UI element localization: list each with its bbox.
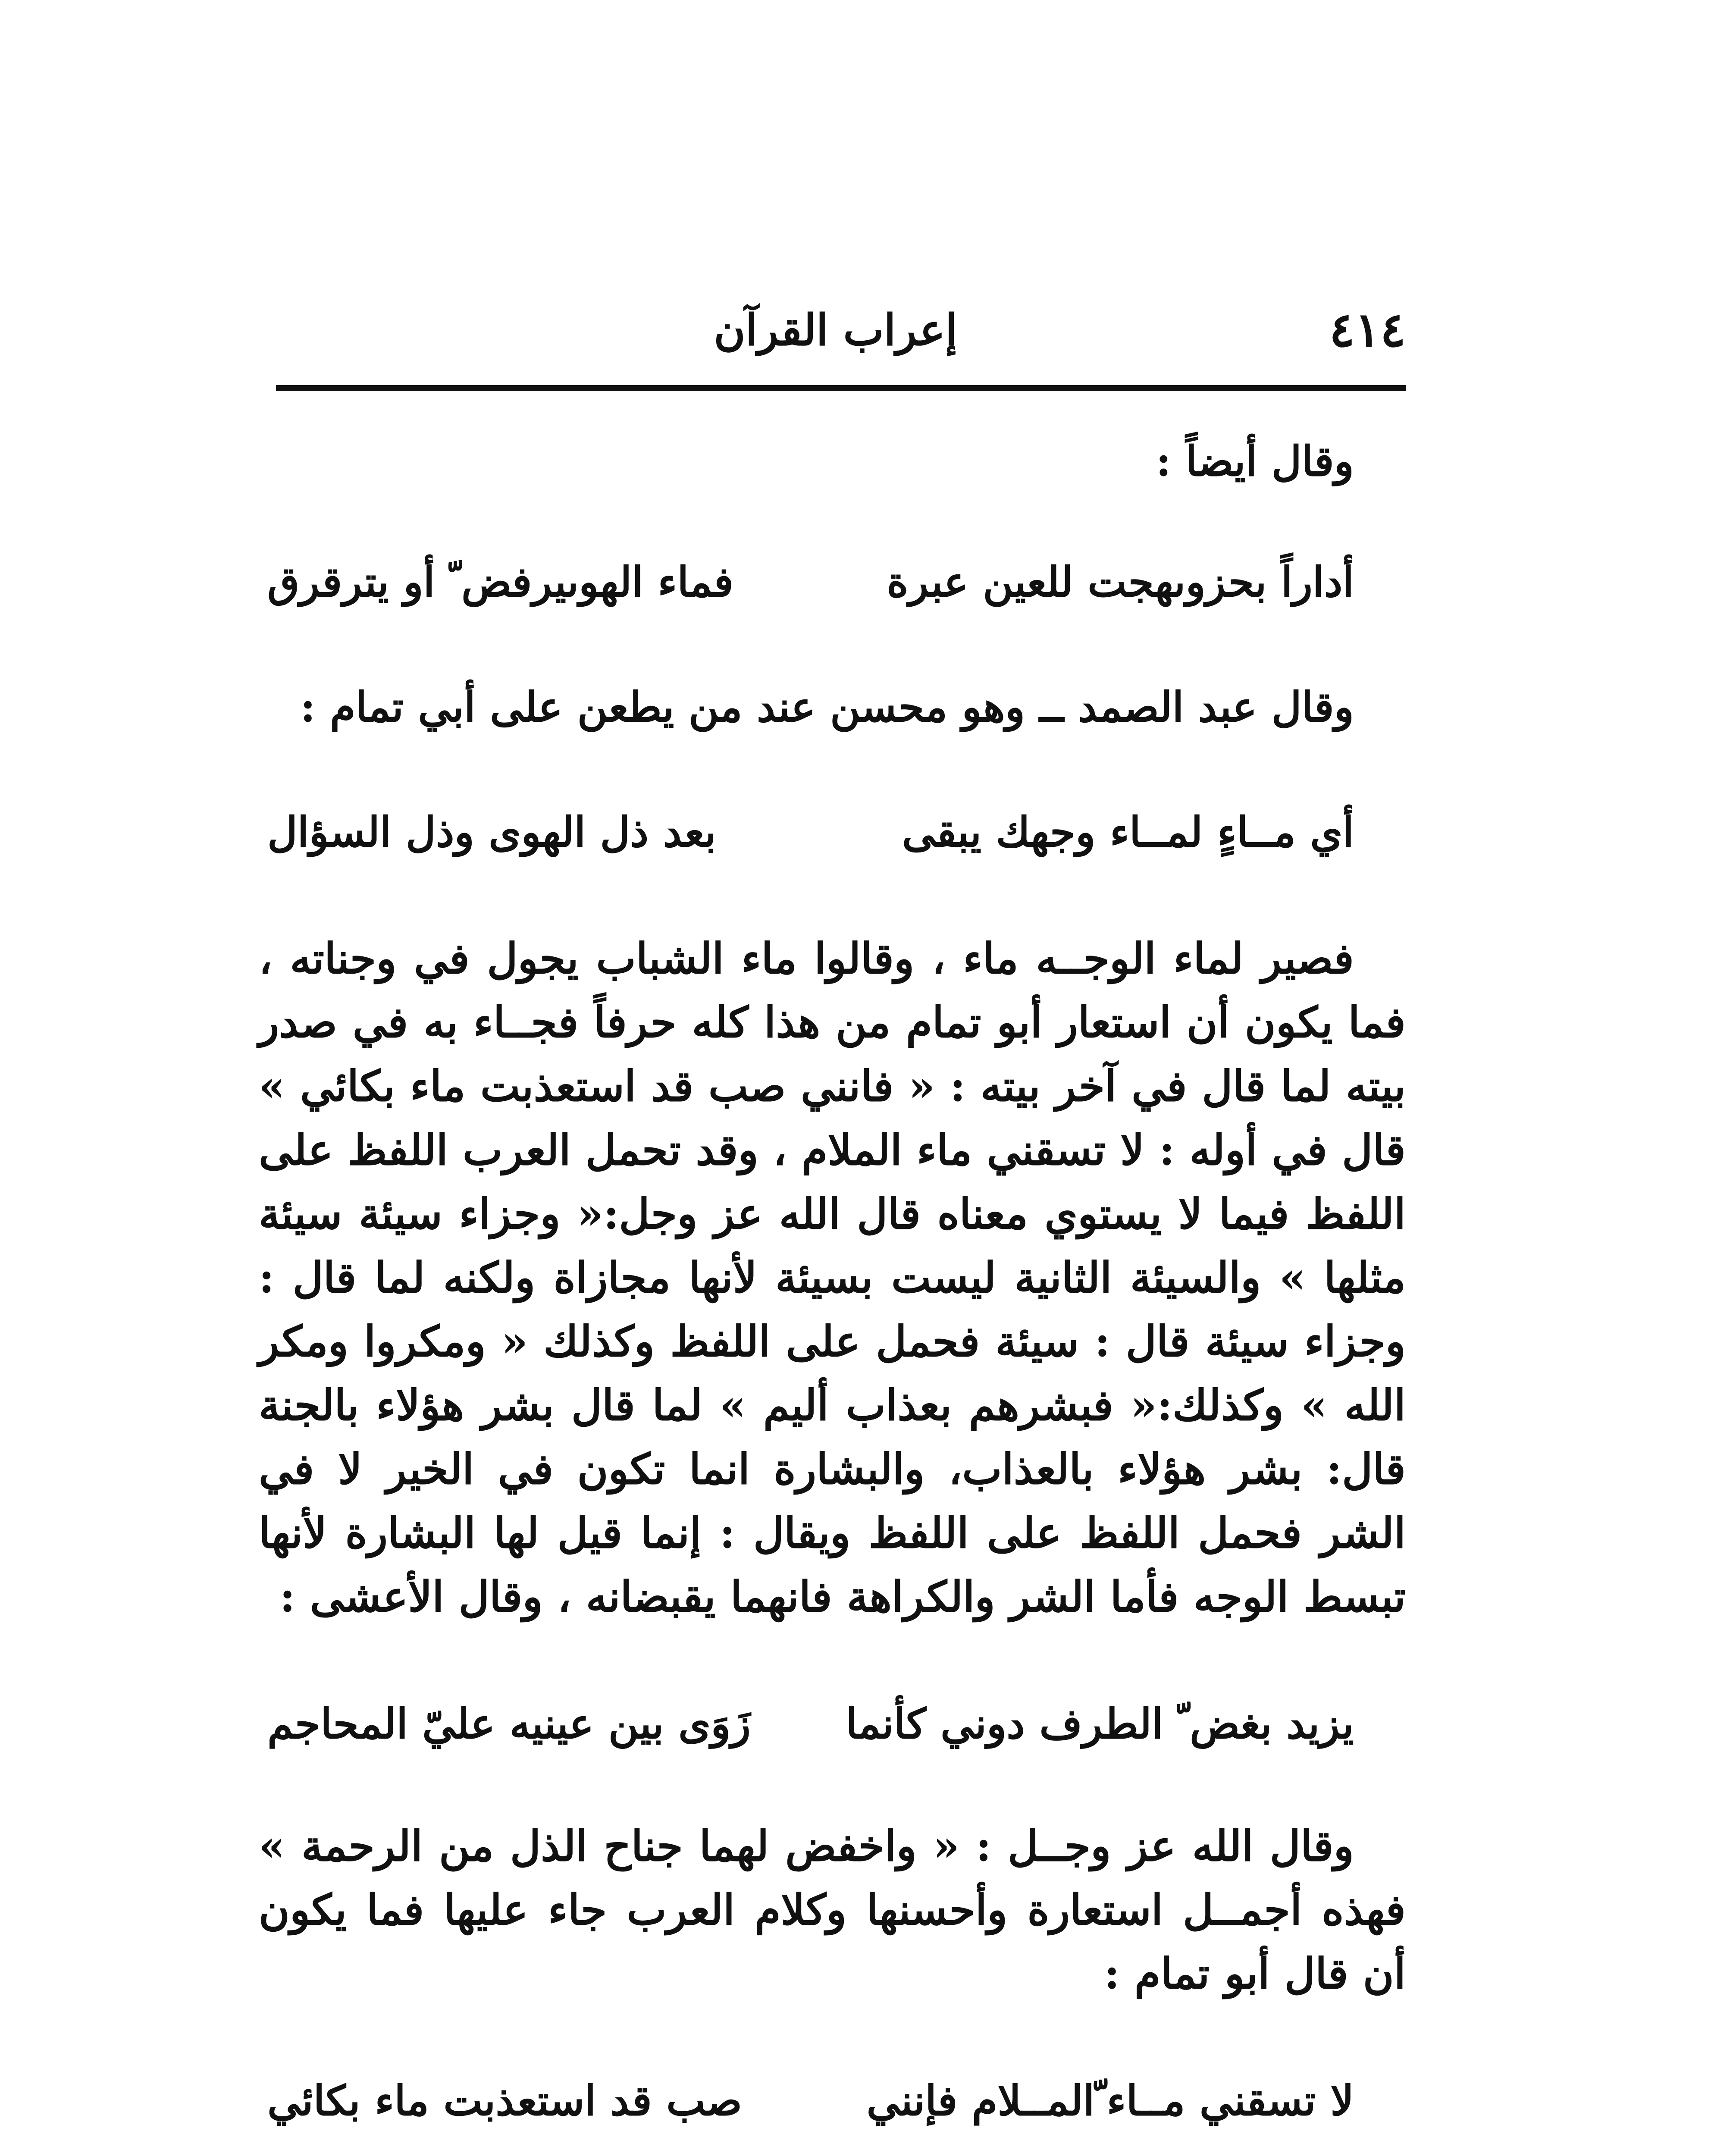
verse-first-hemistich: لا تسقني مــاء ّالمــلام فإنني xyxy=(866,2076,1354,2125)
poem-verse xyxy=(259,552,1406,612)
page-number: ٤١٤ xyxy=(1329,302,1406,357)
poem-verse xyxy=(259,2071,1406,2131)
prose-paragraph: فصير لماء الوجــه ماء ، وقالوا ماء الشباب يجول في وجناته ، فما يكون أن استعار أبو تمام من هذا كله حرفاً فجــاء به في صدر بيته لما قال في آخر بيته : « فانني صب قد استعذبت ماء بكائي » قال في أوله : لا تسقني ماء الملام ، وقد تحمل العرب اللفظ على اللفظ فيما لا يستوي معناه قال الله عز وجل:« وجزاء سيئة سيئة مثلها » والسيئة الثانية ليست بسيئة لأنها مجازاة ولكنه لما قال : وجزاء سيئة قال : سيئة فحمل على اللفظ وكذلك « ومكروا ومكر الله » وكذلك:« فبشرهم بعذاب أليم » لما قال بشر هؤلاء بالجنة قال: بشر هؤلاء بالعذاب، والبشارة انما تكون في الخير لا في الشر فحمل اللفظ على اللفظ ويقال : إنما قيل لها البشارة لأنها تبسط الوجه فأما الشر والكراهة فانهما يقبضانه ، وقال الأعشى : xyxy=(259,934,1406,1622)
page-header xyxy=(276,300,1406,386)
poem-verse xyxy=(259,1694,1406,1754)
header-rule xyxy=(276,385,1406,391)
verse-first-hemistich: أداراً بحزوىهجت للعين عبرة xyxy=(887,558,1354,606)
verse-second-hemistich: بعد ذل الهوى وذل السؤال xyxy=(267,808,716,856)
verse-first-hemistich: أي مــاءٍ لمــاء وجهك يبقى xyxy=(902,808,1354,856)
intro-line: وقال أيضاً : xyxy=(1156,437,1354,486)
verse-second-hemistich: فماء الهوىيرفض ّ أو يترقرق xyxy=(267,558,734,606)
prose-paragraph: وقال الله عز وجــل : « واخفض لهما جناح الذل من الرحمة » فهذه أجمــل استعارة وأحسنها وكلام العرب جاء عليها فما يكون أن قال أبو تمام : xyxy=(259,1821,1406,1999)
running-title: إعراب القرآن xyxy=(714,304,957,355)
intro-line: وقال عبد الصمد ــ وهو محسن عند من يطعن على أبي تمام : xyxy=(300,683,1354,731)
verse-second-hemistich: زَوَى بين عينيه عليّ المحاجم xyxy=(267,1699,751,1748)
verse-first-hemistich: يزيد بغض ّ الطرف دوني كأنما xyxy=(846,1699,1354,1748)
verse-second-hemistich: صب قد استعذبت ماء بكائي xyxy=(267,2076,743,2125)
poem-verse xyxy=(259,802,1406,862)
page-body xyxy=(259,431,1406,2131)
